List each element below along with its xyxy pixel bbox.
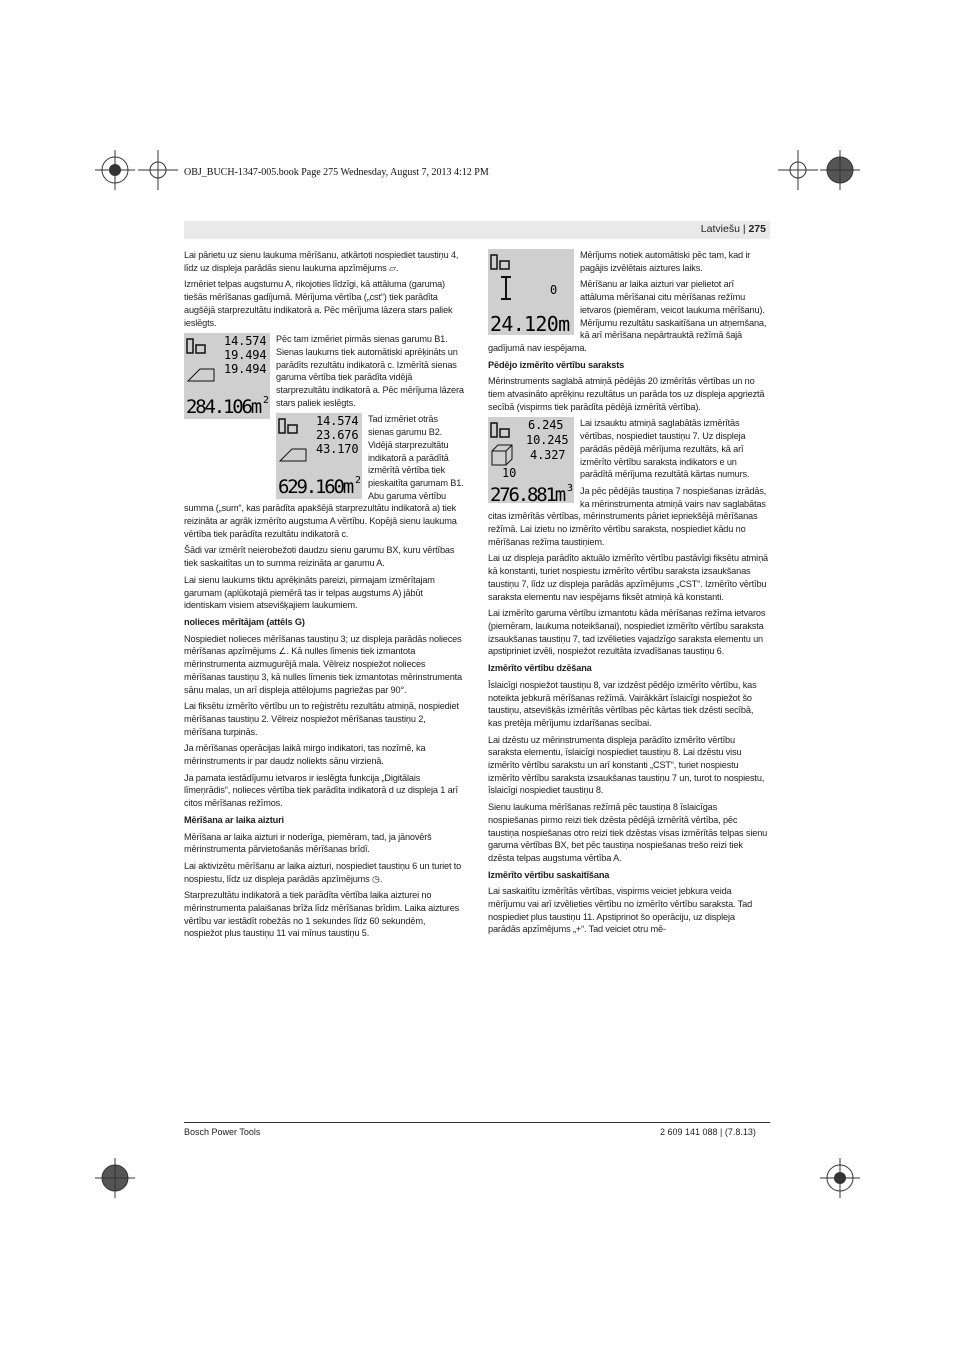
footer-docnumber: 2 609 141 088 | (7.8.13) (660, 1127, 756, 1137)
figure-row-2: 23.676 (316, 428, 359, 443)
figure-row-1: 6.245 (528, 418, 564, 433)
figure-main-value: 276.881m (490, 484, 566, 504)
display-figure-delay (488, 249, 574, 335)
paragraph: Lai pārietu uz sienu laukuma mērīšanu, atkārtoti nospiediet taustiņu 4, līdz uz displeja parādās sienu laukuma apzīmējums ▱. (184, 250, 459, 273)
section-heading: Pēdējo izmērīto vērtību saraksts (488, 359, 625, 370)
figure-row-3: 4.327 (530, 448, 566, 463)
section-heading: Izmērīto vērtību dzēšana (488, 663, 592, 674)
figure-count: 10 (502, 466, 517, 481)
paragraph: Starprezultātu indikatorā a tiek parādīta vērtība laika aizturei no mērinstrumenta palaišanas brīža līdz mērīšanas brīdim. Laika aiztures vērtību var iestādīt robežās no 1 sekundes līdz 60 sekundēm, nospiežot plus taustiņu 11 vai mīnus taustiņu 5. (184, 890, 460, 939)
paragraph: Lai saskaitītu izmērītās vērtības, vispirms veiciet jebkura veida mērījumu vai arī izvēlieties vērtību no izmērīto vērtību saraksta. Tad nospiediet plus taustiņu 11. Apstiprinot šo operāciju, uz displeja parādās apzīmējums „+“. Tad veiciet otru mē- (488, 886, 753, 935)
paragraph: Tad izmēriet otrās sienas garumu B2. Vidējā starprezultātu indikatorā a parādītā izmērītā vērtība tiek pieskaitīta garumam B1. Abu garuma vērtību summa („sum“, kas parādīta apakšējā starprezultātu indikatorā a) tiek reizināta ar agrāk izmērīto augstuma A vērtību. Kopējā sienu laukuma vērtība tiek parādīta rezultātu indikatorā c. (184, 414, 464, 539)
figure-superscript: 2 (263, 395, 269, 407)
paragraph: Mērījums notiek automātiski pēc tam, kad ir pagājis izvēlētais aiztures laiks. (580, 250, 751, 273)
figure-delay-value: 0 (550, 283, 558, 297)
figure-row-2: 10.245 (526, 433, 569, 448)
paragraph: Lai izsauktu atmiņā saglabātās izmērītās vērtības, nospiediet taustiņu 7. Uz displeja parādās pēdējā mērījuma rezultāts, kā arī izmērīto vērtību saraksta indikators e un parādītā mērījuma rezultātā kārtas numurs. (580, 418, 750, 480)
figure-row-1: 14.574 (224, 334, 267, 349)
paragraph: Nospiediet nolieces mērīšanas taustiņu 3; uz displeja parādās nolieces mērīšanas apzīmējums ∠. Kā nulles līmenis tiek izmantota mērinstrumenta aizmugurējā mala. Vēlreiz nospiežot nolieces mērīšanas taustiņu 3, kā nulles līmenis tiek izmantotas mērinstrumenta sānu malas, un arī displeja attēlojums pagriežas par 90°. (184, 633, 463, 695)
display-figure-list (488, 417, 574, 503)
figure-main-value: 284.106m (186, 396, 262, 419)
display-graphic (488, 249, 574, 335)
footer-brand: Bosch Power Tools (184, 1127, 261, 1137)
display-figure-wall-area-2 (276, 413, 362, 499)
registration-mark-bottom-right (820, 1158, 860, 1198)
paragraph: Lai sienu laukums tiktu aprēķināts pareizi, pirmajam izmērītajam garumam (aplūkotajā piemērā tas ir telpas augstums A) jābūt identiskam visiem atsevišķajiem laukumiem. (184, 574, 435, 611)
paragraph: Ja mērīšanas operācijas laikā mirgo indikatori, tas nozīmē, ka mērinstruments ir par daudz noliekts sānu virzienā. (184, 743, 426, 767)
paragraph: Sienu laukuma mērīšanas režīmā pēc taustiņa 8 īslaicīgas nospiešanas pirmo reizi tiek dzēsta pēdējā izmērītā vērtība, pēc taustiņa nospiešanas otro reizi tiek dzēstas visas izmērītās telpas sienu garuma vērtības BX, bet pēc taustiņa nospiešanas trešo reizi tiek dzēsta telpas augstuma vērtība A. (488, 802, 768, 863)
registration-mark-bottom-left (95, 1158, 135, 1198)
right-column (488, 249, 769, 940)
paragraph: Īslaicīgi nospiežot taustiņu 8, var izdzēst pēdējo izmērīto vērtību, kas noteikta jebkurā mērīšanas režīmā. Vairākkārt īslaicīgi nospiežot šo taustiņu, atsevišķās izmērītās vērtības pēc kārtas tiek dzēsti secībā, kas pretēja mērījumu izdarīšanas secībai. (488, 679, 757, 728)
running-header: Latviešu | 275 (700, 223, 766, 235)
display-figure-wall-area-1 (184, 333, 270, 419)
paragraph: Izmēriet telpas augstumu A, rikojoties līdzīgi, kā attāluma (garuma) tiešās mērīšanas gadījumā. Mērījuma vērtība („cst“) tiek parādīta augšējā starprezultātu indikatorā a. Pēc mērījuma lāzera stars paliek ieslēgts. (184, 279, 453, 328)
paragraph: Šādi var izmērīt neierobežoti daudzu sienu garumu BX, kuru vērtības tiek saskaitītas un to summa reizināta ar garumu A. (184, 545, 455, 569)
registration-mark-top-left (95, 150, 135, 190)
paragraph: Lai aktivizētu mērīšanu ar laika aizturi, nospiediet taustiņu 6 un turiet to nospiestu, līdz uz displeja parādās apzīmējums ◷. (184, 860, 462, 884)
section-heading: Mērīšana ar laika aizturi (184, 814, 284, 825)
registration-mark-top-right-2 (820, 150, 860, 190)
paragraph: Mērinstruments saglabā atmiņā pēdējās 20 izmērītās vērtības un no tiem atvasināto aprēķinu rezultātus un parāda tos uz displeja apgrieztā secībā (vispirms tiek parādīta pēdējā izmērītā vērtība). (488, 376, 765, 412)
paragraph: Ja pamata iestādījumu ietvaros ir ieslēgta funkcija „Digitālais līmeņrādis“, nolieces vērtība tiek parādīta indikatorā d uz displeja 1 arī citos mērīšanas režīmos. (184, 772, 458, 809)
figure-row-3: 43.170 (316, 442, 359, 457)
display-graphic (276, 413, 362, 499)
figure-row-1: 14.574 (316, 414, 359, 429)
paragraph: Mērīšanu ar laika aizturi var pielietot arī attāluma mērīšanai citu mērīšanas režīmu ietvaros (piemēram, veicot laukuma mērīšanu). Mērījumu rezultātu saskaitīšana un atņemšana, kā arī mērīšana nepārtrauktā režīmā šajā gadījumā nav iespējama. (488, 279, 767, 353)
file-info: OBJ_BUCH-1347-005.book Page 275 Wednesday, August 7, 2013 4:12 PM (184, 167, 489, 178)
header-band (184, 221, 770, 239)
paragraph: Ja pēc pēdējās taustiņa 7 nospiešanas izrādās, ka mērinstrumenta atmiņā vairs nav saglabātas citas izmērītās vērtības, mērinstruments pāriet iepriekšējā mērīšanas režīmā. Lai izietu no izmērīto vērtību saraksta, nospiediet kādu no mērīšanas režīma taustiņiem. (488, 485, 767, 547)
paragraph: Lai izmērīto garuma vērtību izmantotu kāda mērīšanas režīma ietvaros (piemēram, laukuma noteikšanai), nospiediet izmērīto vērtību saraksta izsaukšanas taustiņu 7, tad izvēlieties vajadzīgo saraksta elementu un apstipriniet izvēli, nospiežot rezultāta izvadīšanas taustiņu 6. (488, 608, 766, 657)
registration-mark-top-right (778, 150, 818, 190)
footer-rule (184, 1122, 770, 1123)
paragraph: Lai dzēstu uz mērinstrumenta displeja parādīto izmērīto vērtību saraksta elementu, īslaicīgi nospiediet taustiņu 8. Lai dzēstu visu izmērīto vērtību sarakstu un arī konstanti „CST“, turiet nospiestu izmērīto vērtību saraksta izsaukšanas taustiņu 7 un, turot to nospiestu, īslaicīgi nospiediet taustiņu 8. (488, 734, 765, 796)
left-column (184, 249, 465, 944)
section-heading: nolieces mērītājam (attēls G) (184, 616, 305, 627)
registration-mark-top-left-2 (138, 150, 178, 190)
figure-superscript: 3 (567, 483, 573, 495)
section-heading: Izmērīto vērtību saskaitīšana (488, 869, 610, 880)
paragraph: Lai fiksētu izmērīto vērtību un to reģistrētu rezultātu atmiņā, nospiediet mērīšanas taustiņu 2. Vēlreiz nospiežot mērīšanas taustiņu 2, mērīšana turpinās. (184, 701, 459, 737)
figure-row-3: 19.494 (224, 362, 267, 377)
display-graphic (488, 417, 574, 503)
paragraph: Pēc tam izmēriet pirmās sienas garumu B1. Sienas laukums tiek automātiski aprēķināts un parādīts rezultātu indikatorā c. Izmērītā sienas garuma vērtība tiek parādīta vidējā starprezultātu indikatorā a. Pēc mērījuma lāzera stars paliek ieslēgts. (276, 334, 464, 408)
figure-row-2: 19.494 (224, 348, 267, 363)
display-graphic (184, 333, 270, 419)
paragraph: Mērīšana ar laika aizturi ir noderīga, piemēram, tad, ja jānovērš mērinstrumenta pārvietošanās mērīšanas brīdī. (184, 831, 432, 855)
figure-superscript: 2 (355, 475, 361, 487)
figure-main-value: 629.160m (278, 476, 354, 499)
figure-main-value: 24.120m (490, 312, 570, 335)
paragraph: Lai uz displeja parādīto aktuālo izmērīto vērtību pastāvīgi fiksētu atmiņā kā konstanti, turiet nospiestu izmērīto vērtību saraksta izsaukšanas taustiņu 7, līdz uz displeja parādās apzīmējums „CST“. Izmērīto vērtību saraksta elementu nav iespējams fiksēt atmiņā kā konstanti. (488, 553, 768, 602)
